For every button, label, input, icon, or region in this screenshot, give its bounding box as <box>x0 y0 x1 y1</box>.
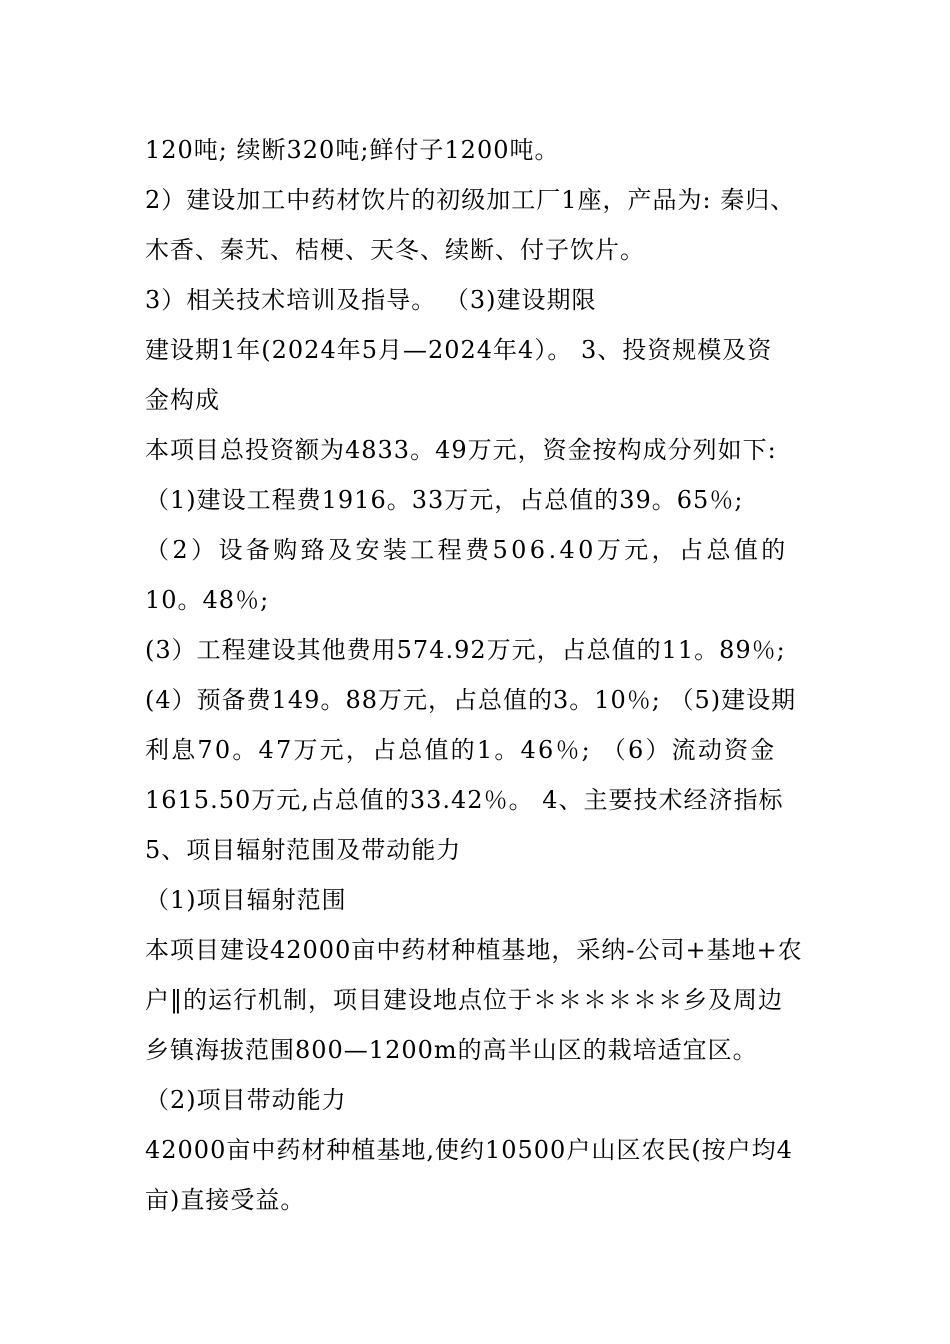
text-line: 120吨; 续断320吨;鲜付子1200吨。 <box>145 136 560 164</box>
text-line: 10。48％; <box>145 586 270 614</box>
text-line: （1)建设工程费1916。33万元，占总值的39。65％; <box>145 486 744 514</box>
text-line: （2）设备购臵及安装工程费506.40万元，占总值的 <box>145 536 789 564</box>
text-line: 户‖的运行机制，项目建设地点位于＊＊＊＊＊＊乡及周边 <box>145 986 783 1014</box>
text-line: (4）预备费149。88万元，占总值的3。10％; （5)建设期 <box>145 686 797 714</box>
text-line: 2）建设加工中药材饮片的初级加工厂1座，产品为: 秦归、 <box>145 186 796 214</box>
text-line: 本项目总投资额为4833。49万元，资金按构成分列如下: <box>145 436 777 464</box>
text-line: 金构成 <box>145 386 220 414</box>
text-line: 亩)直接受益。 <box>145 1186 306 1214</box>
text-line: 建设期1年(2024年5月—2024年4）。 3、投资规模及资 <box>145 336 773 364</box>
text-line: 本项目建设42000亩中药材种植基地，采纳-公司+基地+农 <box>145 936 803 964</box>
text-line: (3）工程建设其他费用574.92万元，占总值的11。89％; <box>145 636 786 664</box>
text-line: 利息70。47万元，占总值的1。46％; （6）流动资金 <box>145 736 777 764</box>
subsection-heading: （1)项目辐射范围 <box>145 886 347 914</box>
text-line: 42000亩中药材种植基地,使约10500户山区农民(按户均4 <box>145 1136 793 1164</box>
text-line: 乡镇海拔范围800—1200m的高半山区的栽培适宜区。 <box>145 1036 758 1064</box>
text-line: 3）相关技术培训及指导。 （3)建设期限 <box>145 286 597 314</box>
section-heading: 5、项目辐射范围及带动能力 <box>145 836 462 864</box>
subsection-heading: （2)项目带动能力 <box>145 1086 347 1114</box>
text-line: 1615.50万元,占总值的33.42％。 4、主要技术经济指标 <box>145 786 784 814</box>
text-line: 木香、秦艽、桔梗、天冬、续断、付子饮片。 <box>145 236 645 264</box>
